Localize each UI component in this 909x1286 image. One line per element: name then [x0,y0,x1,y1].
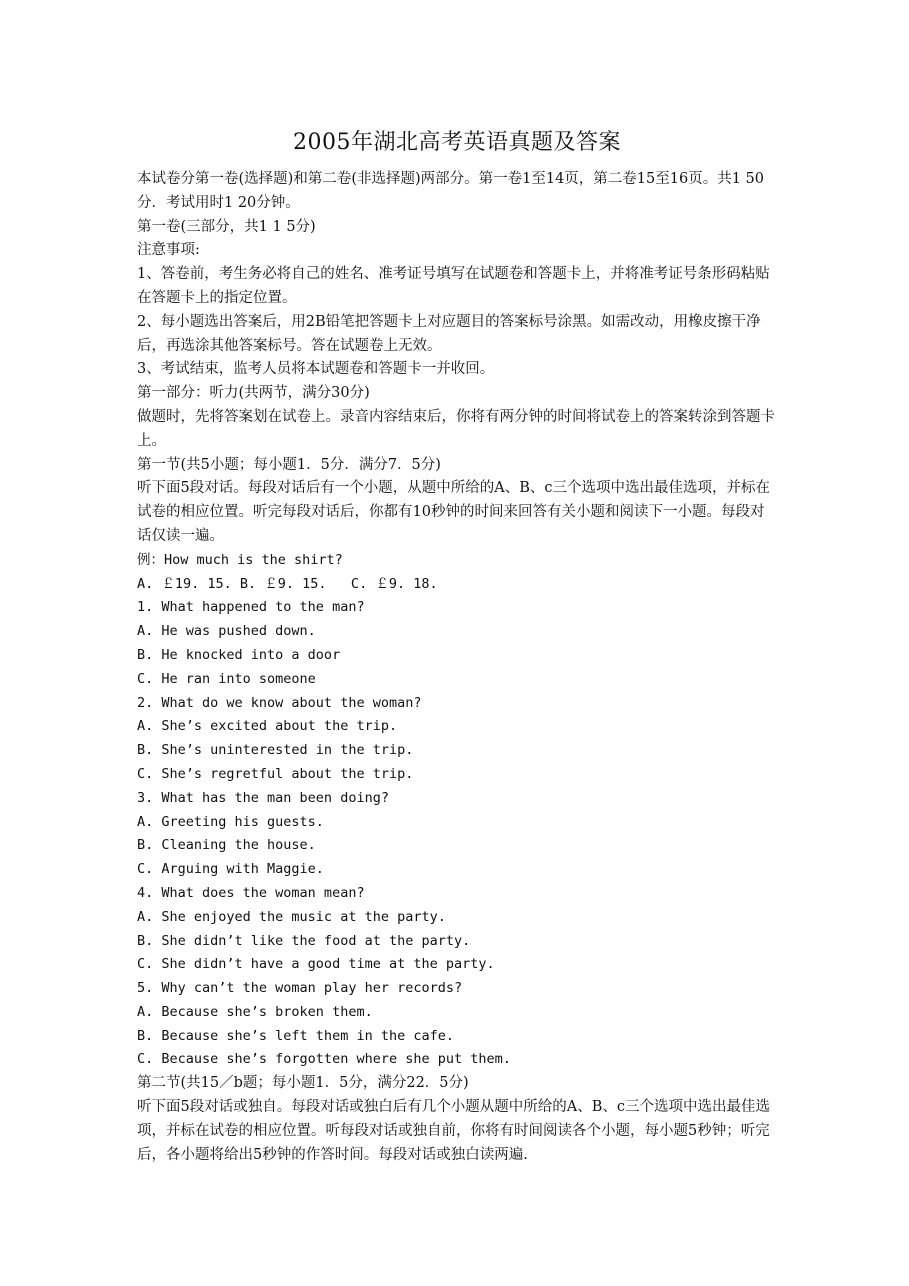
example-question: 例：How much is the shirt? [137,551,343,568]
question-5: 5. Why can’t the woman play her records? [137,980,463,997]
notice-item-1: 1、答卷前，考生务必将自己的姓名、准考证号填写在试题卷和答题卡上，并将准考证号条形码粘贴在答题卡上的指定位置。 [137,266,770,306]
part1-instruction: 做题时，先将答案划在试卷上。录音内容结束后，你将有两分钟的时间将试卷上的答案转涂到答题卡上。 [137,408,775,449]
question-3-option-a: A. Greeting his guests. [137,813,324,830]
document-page [137,128,777,1167]
question-1-option-c: C. He ran into someone [137,670,316,687]
question-1-option-b: B. He knocked into a door [137,646,341,663]
question-1-option-a: A. He was pushed down. [137,623,316,640]
question-2: 2. What do we know about the woman? [137,694,422,711]
question-5-option-a: A. Because she’s broken them. [137,1003,373,1020]
question-4-option-c: C. She didn’t have a good time at the party. [137,956,495,973]
section1-heading: 第一节(共5小题；每小题1．5分．满分7．5分) [137,456,441,473]
part1-heading: 第一部分：听力(共两节，满分30分) [137,385,370,402]
notice-heading: 注意事项: [137,242,200,259]
question-4: 4. What does the woman mean? [137,884,365,901]
notice-item-3: 3、考试结束，监考人员将本试题卷和答题卡一并收回。 [137,361,495,378]
question-3: 3. What has the man been doing? [137,789,389,806]
document-title: 2005年湖北高考英语真题及答案 [293,130,621,155]
section2-instruction: 听下面5段对话或独自。每段对话或独白后有几个小题从题中所给的A、B、c三个选项中选出最佳选项，并标在试卷的相应位置。听每段对话或独自前，你将有时间阅读各个小题，每小题5秒钟；听完后，各小题将给出5秒钟的作答时间。每段对话或独白读两遍. [137,1099,770,1163]
question-2-option-b: B. She’s uninterested in the trip. [137,742,414,759]
intro-text: 本试卷分第一卷(选择题)和第二卷(非选择题)两部分。第一卷1至14页，第二卷15至16页。共1 50分．考试用时1 20分钟。 [137,171,764,211]
question-3-option-c: C. Arguing with Maggie. [137,861,324,878]
section1-instruction: 听下面5段对话。每段对话后有一个小题，从题中所给的A、B、c三个选项中选出最佳选项，并标在试卷的相应位置。听完每段对话后，你都有10秒钟的时间来回答有关小题和阅读下一小题。每段对话仅读一遍。 [137,480,770,544]
question-5-option-b: B. Because she’s left them in the cafe. [137,1027,454,1044]
question-4-option-a: A. She enjoyed the music at the party. [137,908,446,925]
question-4-option-b: B. She didn’t like the food at the party. [137,932,471,949]
question-5-option-c: C. Because she’s forgotten where she put them. [137,1051,511,1068]
question-2-option-a: A. She’s excited about the trip. [137,718,398,735]
question-3-option-b: B. Cleaning the house. [137,837,316,854]
example-options: A. ￡19. 15. B. ￡9. 15. C. ￡9. 18. [137,575,438,592]
question-1: 1. What happened to the man? [137,599,365,616]
question-2-option-c: C. She’s regretful about the trip. [137,765,414,782]
section2-heading: 第二节(共15／b题；每小题1．5分，满分22．5分) [137,1075,469,1092]
notice-item-2: 2、每小题选出答案后，用2B铅笔把答题卡上对应题目的答案标号涂黑。如需改动，用橡皮擦干净后，再选涂其他答案标号。答在试题卷上无效。 [137,313,761,354]
volume-one-heading: 第一卷(三部分，共1 1 5分) [137,218,316,235]
